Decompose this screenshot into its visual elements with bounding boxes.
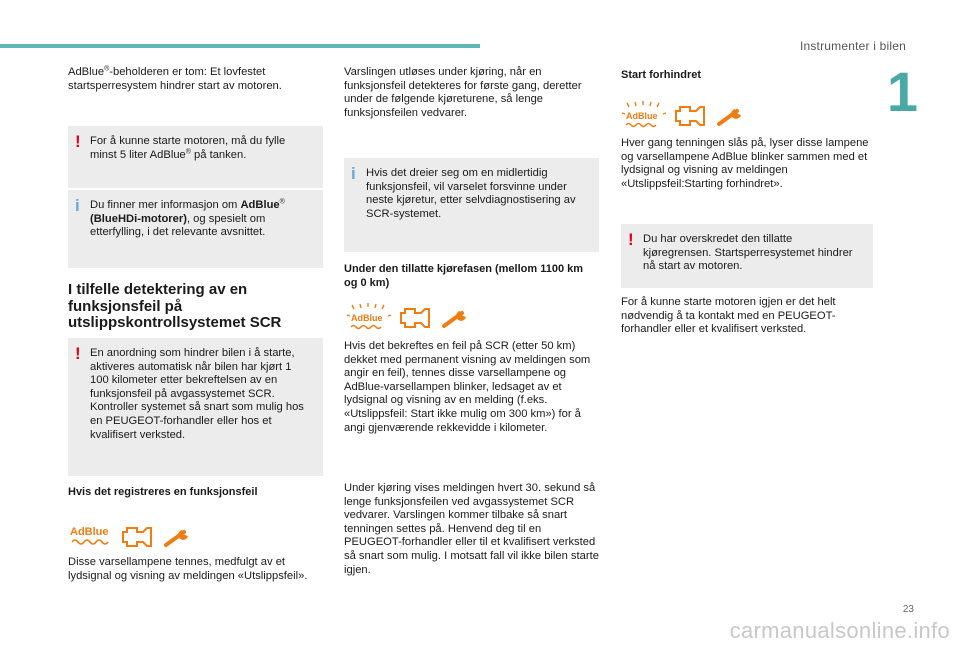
svg-text:AdBlue: AdBlue	[351, 313, 383, 323]
column-1	[68, 66, 323, 93]
ignition-paragraph: Hver gang tenningen slås på, lyser disse lampene og varsellampene AdBlue blinker sammen med et lydsignal og visning av meldingen «Utslippsfeil:Starting forhindret».	[621, 137, 869, 190]
alert-triggered-paragraph: Varslingen utløses under kjøring, når en funksjonsfeil detekteres for første gang, deretter under de følgende kjøreturene, så lenge funksjonsfeilen vedvarer.	[344, 66, 582, 119]
warning-icon: !	[75, 344, 81, 363]
warning-box-immobiliser: ! En anordning som hindrer bilen i å starte, aktiveres automatisk når bilen har kjørt 1 100 kilometer etter bekreftelsen av en funksjonsfeil på avgassystemet SCR. Kontroller systemet så snart som mulig hos en PEUGEOT-forhandler eller hos et kvalifisert verksted.	[68, 338, 323, 476]
engine-lamp-icon	[398, 303, 434, 333]
warning-lamps-row-2	[346, 303, 476, 335]
subhead-wrap-2	[344, 263, 599, 290]
ignition-wrap	[621, 137, 873, 191]
adblue-lamp-flashing-icon	[621, 101, 667, 133]
restart-wrap	[621, 296, 873, 337]
info-box-adblue: i Du finner mer informasjon om AdBlue® (BlueHDi-motorer), og spesielt om etterfylling, i det relevante avsnittet.	[68, 190, 323, 268]
engine-lamp-icon	[120, 522, 156, 552]
wrench-lamp-icon	[162, 522, 196, 552]
warning-icon: !	[75, 132, 81, 151]
info-icon: i	[75, 196, 80, 215]
subhead-allowed-driving: Under den tillatte kjørefasen (mellom 1100 km og 0 km)	[344, 263, 584, 289]
adblue-lamp-flashing-icon	[346, 303, 392, 335]
info-icon: i	[351, 164, 356, 183]
info-box-temporary: i Hvis det dreier seg om en midlertidig funksjonsfeil, vil varselet forsvinne under neste kjøretur, etter selvdiagnostisering av SCR-systemet.	[344, 158, 599, 252]
after-icons-wrap	[68, 556, 323, 583]
adblue-lamp-icon	[70, 522, 114, 552]
warning-box-limit-exceeded: ! Du har overskredet den tillatte kjøregrensen. Startsperresystemet hindrer nå start av motoren.	[621, 224, 873, 288]
wrench-lamp-icon	[715, 101, 749, 131]
subhead-wrap-1	[68, 486, 323, 500]
header-accent-bar	[0, 44, 480, 48]
column-2	[344, 66, 599, 120]
svg-text:AdBlue: AdBlue	[626, 111, 658, 121]
engine-lamp-icon	[673, 101, 709, 131]
warning-lamps-row-1	[70, 522, 200, 554]
lamps-description: Disse varsellampene tennes, medfulgt av et lydsignal og visning av meldingen «Utslippsfeil».	[68, 556, 308, 582]
warning-icon: !	[628, 230, 634, 249]
section-heading: I tilfelle detektering av en funksjonsfeil på utslippskontrollsystemet SCR	[68, 281, 282, 331]
warning-box-refill: ! For å kunne starte motoren, må du fylle minst 5 liter AdBlue® på tanken.	[68, 126, 323, 188]
wrench-lamp-icon	[440, 303, 474, 333]
subhead-start-prevented: Start forhindret	[621, 69, 702, 81]
chapter-title: Instrumenter i bilen	[799, 39, 906, 53]
page-number: 23	[902, 604, 914, 615]
chapter-number: 1	[886, 60, 918, 123]
message-repeat-paragraph: Under kjøring vises meldingen hvert 30. sekund så lenge funksjonsfeilen ved avgassystemet SCR vedvarer. Varslingen kommer tilbake så snart tenningen settes på. Henvend deg til en PEUGEOT-forhandler eller til et kvalifisert verksted så snart som mulig. I motsatt fall vil ikke bilen starte igjen.	[344, 482, 599, 576]
watermark: carmanualsonline.info	[729, 618, 950, 643]
warning-lamps-row-3	[621, 101, 751, 133]
restart-paragraph: For å kunne starte motoren igjen er det helt nødvendig å ta kontakt med en PEUGEOT-forhandler eller et kvalifisert verksted.	[621, 296, 836, 336]
subhead-malfunction: Hvis det registreres en funksjonsfeil	[68, 486, 258, 498]
fault-confirmed-wrap	[344, 340, 599, 435]
column-3	[621, 69, 873, 83]
svg-text:AdBlue: AdBlue	[70, 526, 109, 538]
fault-confirmed-paragraph: Hvis det bekreftes en feil på SCR (etter 50 km) dekket med permanent visning av meldingen som angir en feil), tennes disse varsellampene og AdBlue-varsellampen blinker, ledsaget av et lydsignal og visning av en melding (f.eks. «Utslippsfeil: Start ikke mulig om 300 km») for å angi gjenværende rekkevidde i kilometer.	[344, 340, 591, 434]
intro-paragraph: AdBlue®-beholderen er tom: Et lovfestet startsperresystem hindrer start av motoren.	[68, 65, 282, 92]
message-repeat-wrap	[344, 482, 599, 577]
section-heading-wrap	[68, 282, 323, 332]
